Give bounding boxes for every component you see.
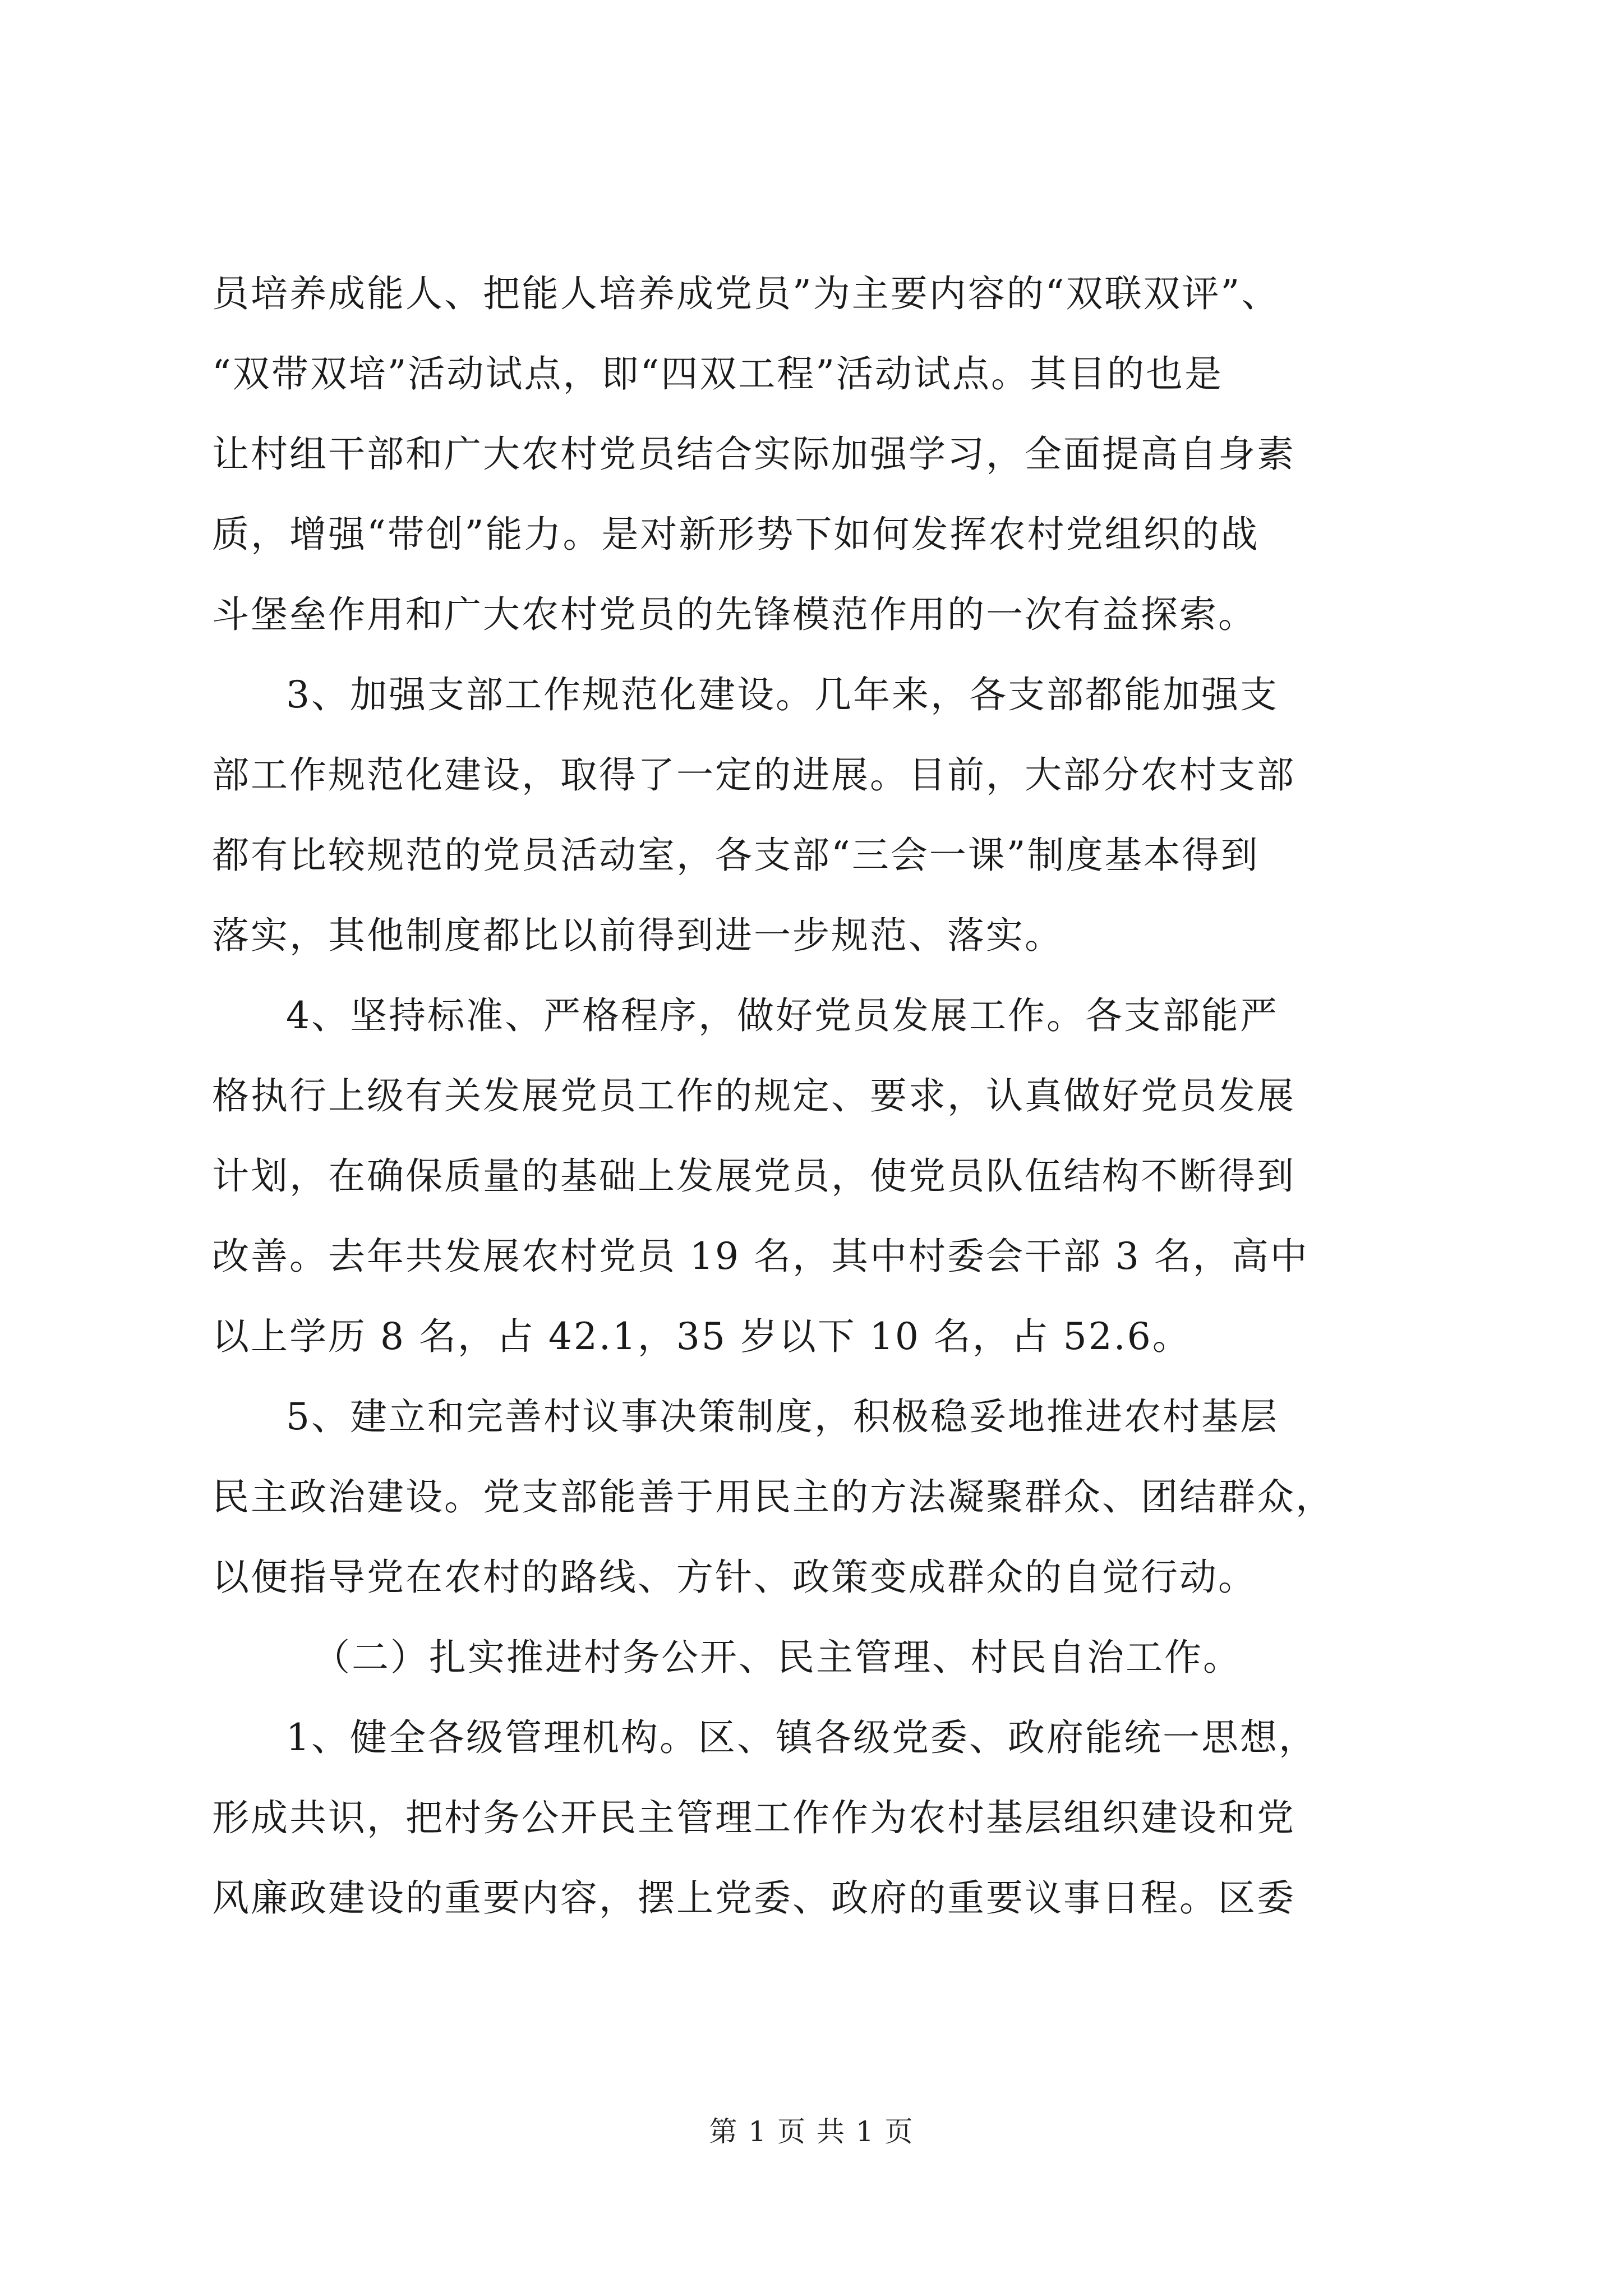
text-line: 落实，其他制度都比以前得到进一步规范、落实。 [212, 914, 1063, 957]
text-line: 改善。去年共发展农村党员 19 名，其中村委会干部 3 名，高中 [212, 1235, 1309, 1278]
paragraph-start-line: 3、加强支部工作规范化建设。几年来，各支部都能加强支 [286, 673, 1279, 716]
text-line: 格执行上级有关发展党员工作的规定、要求，认真做好党员发展 [212, 1074, 1295, 1117]
text-line: 民主政治建设。党支部能善于用民主的方法凝聚群众、团结群众， [212, 1475, 1334, 1519]
text-line: 斗堡垒作用和广大农村党员的先锋模范作用的一次有益探索。 [212, 593, 1257, 636]
text-line: 质，增强“带创”能力。是对新形势下如何发挥农村党组织的战 [212, 513, 1260, 556]
text-line: 部工作规范化建设，取得了一定的进展。目前，大部分农村支部 [212, 753, 1295, 797]
page-footer: 第 1 页 共 1 页 [709, 2115, 914, 2148]
text-line: 让村组干部和广大农村党员结合实际加强学习，全面提高自身素 [212, 432, 1295, 476]
paragraph-start-line: 5、建立和完善村议事决策制度，积极稳妥地推进农村基层 [286, 1395, 1279, 1438]
section-heading: （二）扎实推进村务公开、民主管理、村民自治工作。 [313, 1636, 1242, 1679]
text-line: “双带双培”活动试点，即“四双工程”活动试点。其目的也是 [212, 352, 1223, 395]
text-line: 风廉政建设的重要内容，摆上党委、政府的重要议事日程。区委 [212, 1876, 1295, 1920]
text-line: 都有比较规范的党员活动室，各支部“三会一课”制度基本得到 [212, 834, 1260, 877]
text-line: 计划，在确保质量的基础上发展党员，使党员队伍结构不断得到 [212, 1154, 1295, 1198]
text-line: 以上学历 8 名，占 42.1，35 岁以下 10 名，占 52.6。 [212, 1315, 1191, 1358]
document-body [212, 254, 1418, 1938]
paragraph-start-line: 1、健全各级管理机构。区、镇各级党委、政府能统一思想， [286, 1716, 1317, 1759]
text-line: 以便指导党在农村的路线、方针、政策变成群众的自觉行动。 [212, 1556, 1257, 1599]
text-line: 形成共识，把村务公开民主管理工作作为农村基层组织建设和党 [212, 1796, 1295, 1839]
text-line: 员培养成能人、把能人培养成党员”为主要内容的“双联双评”、 [212, 272, 1280, 315]
paragraph-start-line: 4、坚持标准、严格程序，做好党员发展工作。各支部能严 [286, 994, 1279, 1037]
